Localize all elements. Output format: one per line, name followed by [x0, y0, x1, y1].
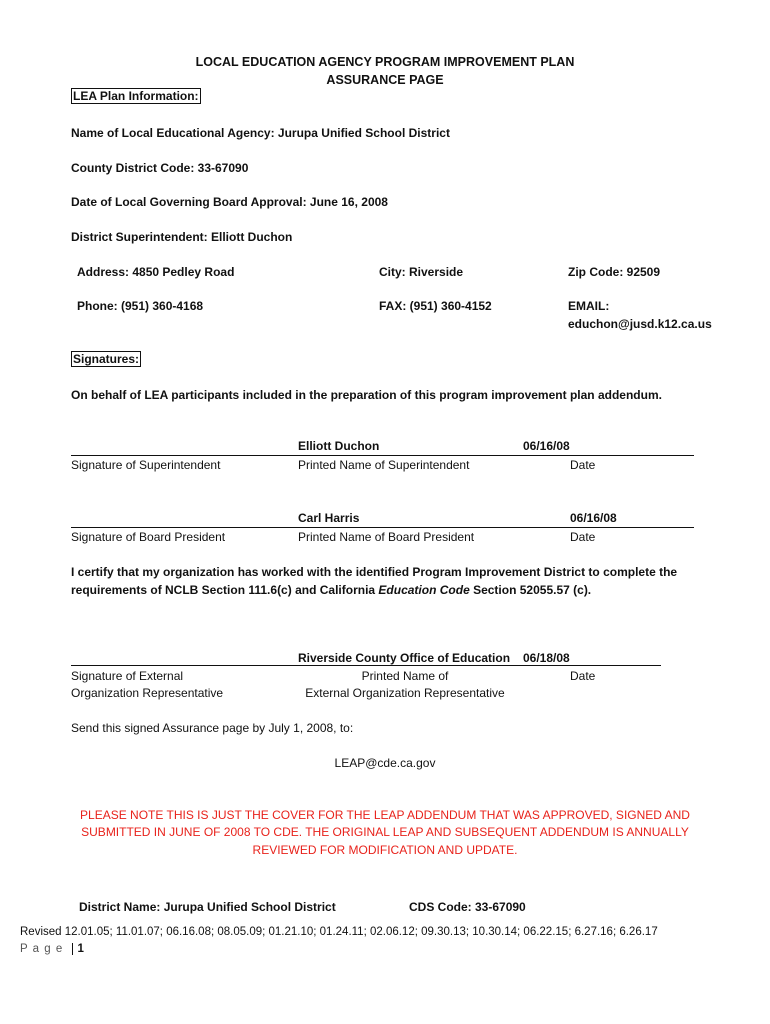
external-sign-date: 06/18/08 [523, 651, 570, 665]
lea-info-heading [71, 89, 201, 103]
phone: Phone: (951) 360-4168 [77, 299, 204, 313]
document-title-line1: LOCAL EDUCATION AGENCY PROGRAM IMPROVEMENT PLAN [195, 55, 575, 69]
page-indicator [20, 943, 84, 955]
external-sig-label-line1: Signature of External [71, 669, 184, 683]
board-approval-date: Date of Local Governing Board Approval: June 16, 2008 [71, 195, 388, 209]
certification-line2-italic: Education Code [378, 583, 470, 597]
board-president-sign-date: 06/16/08 [570, 511, 617, 525]
superintendent-sign-date: 06/16/08 [523, 439, 570, 453]
board-president-sig-label: Signature of Board President [71, 530, 226, 544]
agency-name: Name of Local Educational Agency: Jurupa Unified School District [71, 126, 450, 140]
district-superintendent: District Superintendent: Elliott Duchon [71, 230, 293, 244]
document-title-line2: ASSURANCE PAGE [326, 73, 444, 87]
board-president-printed-name: Carl Harris [298, 511, 360, 525]
signatures-heading [71, 352, 141, 366]
superintendent-name-label: Printed Name of Superintendent [298, 458, 470, 472]
signatures-heading-label: Signatures: [73, 352, 140, 366]
superintendent-signature-line [71, 455, 694, 456]
board-president-date-label: Date [570, 530, 596, 544]
board-president-signature-line [71, 527, 694, 528]
county-district-code: County District Code: 33-67090 [71, 161, 249, 175]
external-sig-label-line2: Organization Representative [71, 686, 224, 700]
send-instruction: Send this signed Assurance page by July 1, 2008, to: [71, 721, 354, 735]
zip-code: Zip Code: 92509 [568, 265, 661, 279]
superintendent-sig-label: Signature of Superintendent [71, 458, 221, 472]
lea-info-heading-label: LEA Plan Information: [73, 89, 199, 103]
external-date-label: Date [570, 669, 596, 683]
city: City: Riverside [379, 265, 464, 279]
certification-line2-pre: requirements of NCLB Section 111.6(c) and California [71, 583, 379, 597]
superintendent-printed-name: Elliott Duchon [298, 439, 380, 453]
footer-district-name: District Name: Jurupa Unified School District [79, 900, 336, 914]
external-name-label-line1: Printed Name of [361, 669, 449, 683]
note-line3: REVIEWED FOR MODIFICATION AND UPDATE. [252, 843, 518, 857]
fax: FAX: (951) 360-4152 [379, 299, 492, 313]
note-line2: SUBMITTED IN JUNE OF 2008 TO CDE. THE ORIGINAL LEAP AND SUBSEQUENT ADDENDUM IS ANNUALLY [81, 825, 689, 839]
certification-line1: I certify that my organization has worked with the identified Program Improvement District to complete the [71, 565, 678, 579]
certification-line2 [71, 583, 591, 597]
signatures-intro: On behalf of LEA participants included in the preparation of this program improvement plan addendum. [71, 388, 662, 402]
certification-line2-post: Section 52055.57 (c). [469, 583, 592, 597]
page-label: P a g e [20, 943, 64, 955]
leap-email[interactable]: LEAP@cde.ca.gov [334, 756, 436, 770]
page-number: 1 [72, 943, 83, 955]
board-president-name-label: Printed Name of Board President [298, 530, 475, 544]
address: Address: 4850 Pedley Road [77, 265, 235, 279]
external-signature-line [71, 665, 661, 666]
note-line1: PLEASE NOTE THIS IS JUST THE COVER FOR THE LEAP ADDENDUM THAT WAS APPROVED, SIGNED AND [80, 808, 690, 822]
email-value: educhon@jusd.k12.ca.us [568, 317, 712, 331]
revision-history: Revised 12.01.05; 11.01.07; 06.16.08; 08.05.09; 01.21.10; 01.24.11; 02.06.12; 09.30.13; 10.30.14; 06.22.15; 6.27.16; 6.26.17 [20, 926, 658, 938]
footer-cds-code: CDS Code: 33-67090 [409, 900, 526, 914]
external-name-label-line2: External Organization Representative [305, 686, 505, 700]
external-printed-name: Riverside County Office of Education [298, 651, 511, 665]
superintendent-date-label: Date [570, 458, 596, 472]
email-label: EMAIL: [568, 299, 610, 313]
